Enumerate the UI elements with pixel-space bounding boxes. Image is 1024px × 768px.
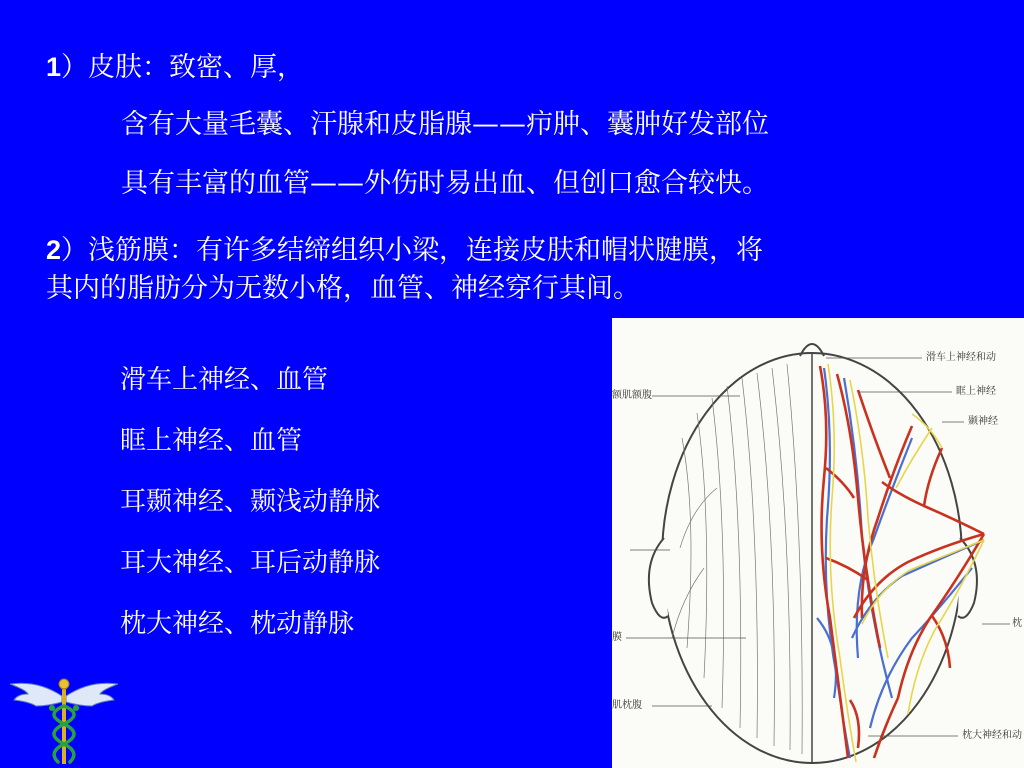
section2-line2: 其内的脂肪分为无数小格，血管、神经穿行其间。 (46, 273, 640, 304)
structure-item-1: 滑车上神经、血管 (120, 365, 329, 395)
section2-line1 (46, 233, 763, 268)
structure-item-2: 眶上神经、血管 (120, 426, 303, 456)
label-greater-occipital: 枕大神经和动 (962, 730, 1022, 741)
section2-line1-text: ）浅筋膜：有许多结缔组织小梁，连接皮肤和帽状腱膜，将 (61, 235, 764, 266)
label-supraorbital: 眶上神经 (956, 386, 996, 397)
structure-item-3: 耳颞神经、颞浅动静脉 (120, 487, 381, 517)
section1-heading-text: ）皮肤：致密、厚， (61, 52, 305, 83)
structure-item-5: 枕大神经、枕动静脉 (120, 609, 355, 639)
section1-heading (46, 50, 304, 85)
label-frontalis: 额肌额腹 (612, 390, 652, 401)
label-occipital-partial: 枕 (1012, 618, 1022, 629)
scalp-anatomy-figure (612, 318, 1024, 768)
label-temporal-nerve: 颞神经 (968, 416, 998, 427)
label-supratrochlear: 滑车上神经和动 (926, 352, 996, 363)
caduceus-icon (8, 676, 120, 766)
structure-item-4: 耳大神经、耳后动静脉 (120, 548, 381, 578)
section1-line1: 含有大量毛囊、汗腺和皮脂腺——疖肿、囊肿好发部位 (121, 109, 769, 140)
label-occipitalis: 肌枕腹 (612, 700, 642, 711)
section2-number: 2 (46, 235, 62, 265)
label-aponeurosis: 膜 (612, 632, 622, 643)
section1-number: 1 (46, 52, 62, 82)
section1-line2: 具有丰富的血管——外伤时易出血、但创口愈合较快。 (121, 168, 769, 199)
